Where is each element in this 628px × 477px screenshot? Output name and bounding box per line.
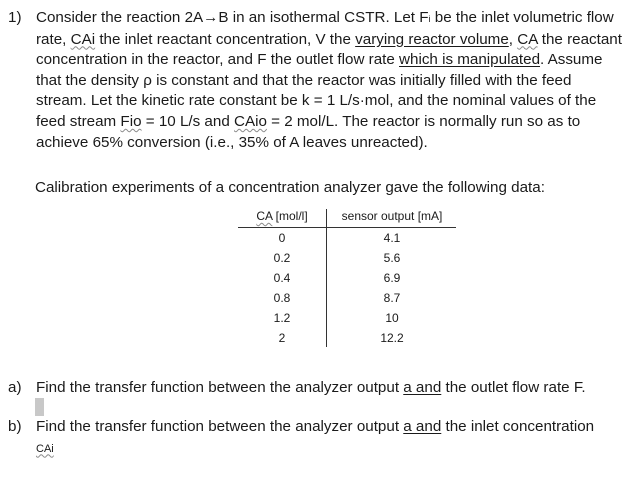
question-b-label: b) [8,418,22,435]
underlined-varying-volume: varying reactor volume [355,30,509,48]
table-row: 0.2 5.6 [273,251,401,265]
problem-statement [8,8,626,153]
header-rule [238,227,456,228]
question-a-label: a) [8,379,22,396]
table-row: 1.2 10 [273,311,399,325]
question-b: b) Find the transfer function between the analyzer output a and the inlet concentration CAi [8,418,595,455]
symbol-cai-b: CAi [36,442,54,455]
symbol-ca: CA [517,30,538,48]
symbol-cai: CAi [70,30,96,48]
column-header-sensor: sensor output [mA] [341,209,443,223]
symbol-caio: CAio [234,112,267,130]
table-row: 0.8 8.7 [273,291,401,305]
calibration-table [238,209,456,347]
problem-number: 1) [8,9,22,26]
calibration-intro: Calibration experiments of a concentration analyzer gave the following data: [35,179,545,196]
question-a: a) Find the transfer function between the analyzer output a and the outlet flow rate F. [8,378,618,399]
underlined-which-is-manipulated: which is manipulated [399,51,541,69]
symbol-fio: Fio [120,112,142,130]
text-cursor-marker[interactable] [35,398,44,416]
column-header-ca: CA [mol/l] [256,209,308,223]
problem-text: Consider the reaction 2A→B in an isothermal CSTR. Let Fi be the inlet volumetric flow rate, CAi the inlet reactant concentration, V the varying reactor volume, CA the reactant concentration in the reactor, and F the outlet flow rate which is manipulated. Assume that the density ρ is constant and that the reactor was initially filled with the feed stream. Let the kinetic rate constant be k = 1 L/s·mol, and the nominal values of the feed stream Fio = 10 L/s and CAio = 2 mol/L. The reactor is normally run so as to achieve 65% conversion (i.e., 35% of A leaves unreacted). [36,9,622,151]
table-row: 0.4 6.9 [273,271,401,285]
table-row: 0 4.1 [278,231,401,245]
table-row: 2 12.2 [278,331,404,345]
